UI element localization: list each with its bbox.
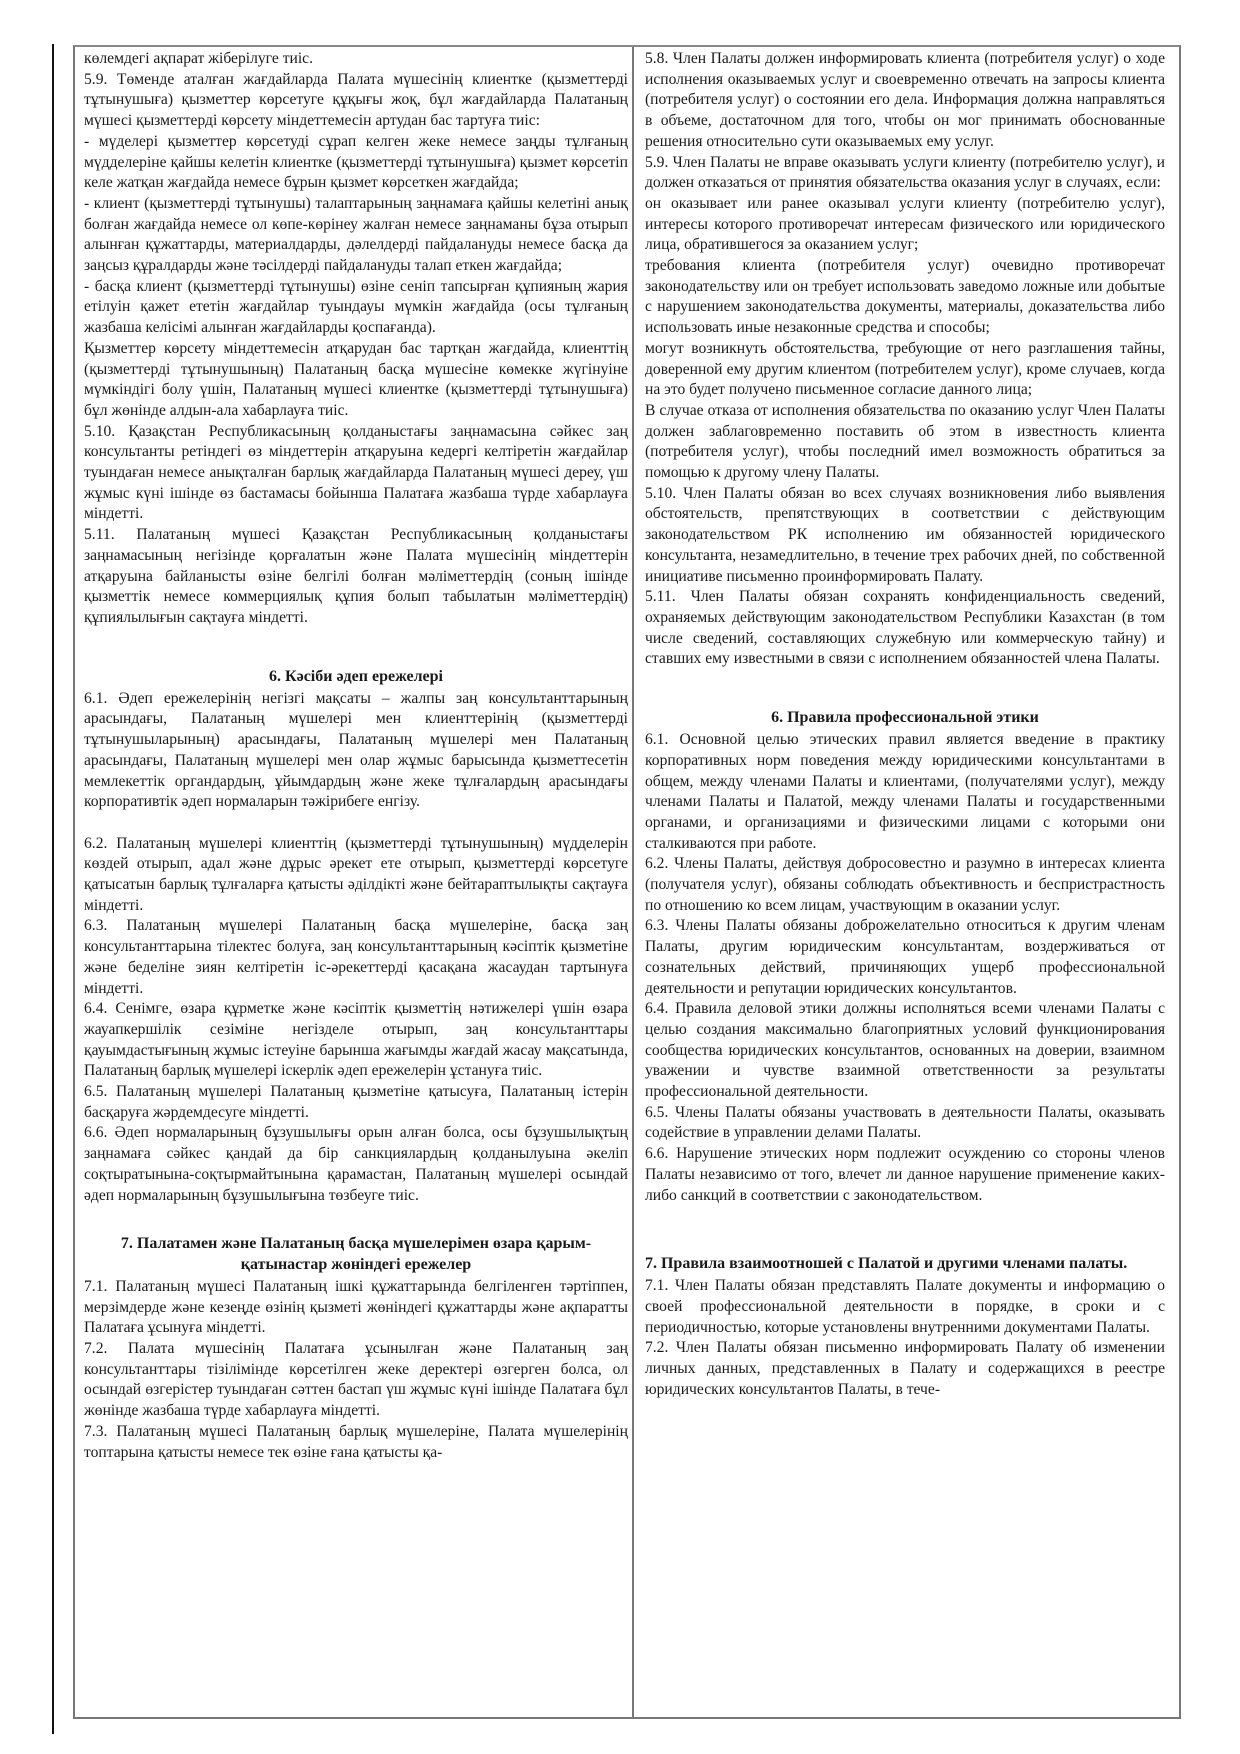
section-heading-7: 7. Палатамен және Палатаның басқа мүшелерімен өзара қарым-қатынастар жөніндегі ережелер — [120, 1234, 592, 1273]
paragraph: Қызметтер көрсету міндеттемесін атқарудан бас тартқан жағдайда, клиенттің (қызметтерді тұтынушының) Палатаның басқа мүшесіне көмекке жүгінуіне мүмкіндігі болу үшін, Палатаның мүшесі клиентке (қызметтерді тұтынушыға) бұл жөнінде алдын-ала хабарлауға тиіс. — [84, 339, 628, 419]
list-item: - клиент (қызметтерді тұтынушы) талаптарының заңнамаға қайшы келетіні анық болған жағдайда немесе ол көпе-көрінеу жалған немесе заңнаманы бұза отырып алынған құжаттарды, материалдарды, дәлелдерді пайдалануды немесе басқа да заңсыз құралдарды және тәсілдерді пайдалануды талап еткен жағдайда; — [84, 194, 628, 275]
paragraph-5-9: 5.9. Член Палаты не вправе оказывать услуги клиенту (потребителю услуг), и должен отказаться от принятия обязательства оказания услуг в случаях, если: — [644, 153, 1165, 192]
page-margin-rule — [52, 44, 54, 1734]
paragraph-6-4: 6.4. Правила деловой этики должны исполняться всеми членами Палаты с целью создания максимально благоприятных условий функционирования сообщества юридических консультантов, основанных на доверии, взаимном уважении и чувстве взаимной ответственности за результаты профессиональной деятельности. — [644, 1000, 1165, 1101]
paragraph-6-5: 6.5. Члены Палаты обязаны участвовать в деятельности Палаты, оказывать содействие в управлении делами Палаты. — [644, 1103, 1165, 1142]
section-heading-6: 6. Правила профессиональной этики — [771, 709, 1039, 727]
paragraph-6-1: 6.1. Основной целью этических правил является введение в практику корпоративных норм поведения между юридическими консультантами в общем, между членами Палаты и клиентами, (получателями услуг), между членами Палаты и Палатой, между членами Палаты и государственными органами, и организациями и физическими лицами с которыми они сталкиваются при работе. — [644, 731, 1165, 852]
list-item: могут возникнуть обстоятельства, требующие от него разглашения тайны, доверенной ему другим клиентом (потребителем услуг), кроме случаев, когда на это будет получено письменное согласие данного лица; — [644, 339, 1165, 399]
paragraph-5-9: 5.9. Төменде аталған жағдайларда Палата мүшесінің клиентке (қызметтерді тұтынушыға) қызметтер көрсетуге құқығы жоқ, бұл жағдайларда Палатаның мүшесі қызметтерді көрсету міндеттемесін артудан бас тартуға тиіс: — [84, 70, 628, 130]
paragraph-6-3: 6.3. Члены Палаты обязаны доброжелательно относиться к другим членам Палаты, другим юридическим консультантам, воздерживаться от сознательных действий, причиняющих ущерб профессиональной деятельности и репутации юридических консультантов. — [644, 917, 1165, 997]
paragraph-6-1: 6.1. Әдеп ережелерінің негізгі мақсаты – жалпы заң консультанттарының арасындағы, Палатаның мүшелері мен клиенттерінің (қызметтерді тұтынушыларының) арасындағы, Палатаның мүшелері мен Палатаның арасындағы, Палатаның мүшелері мен олар жұмыс барысында қызметтесетін мемлекеттік органдардың, ұйымдардың және жеке тұлғалардың арасындағы корпоративтік әдеп нормаларын тәжірибеге енгізу. — [84, 689, 628, 811]
paragraph-7-1: 7.1. Палатаның мүшесі Палатаның ішкі құжаттарында белгіленген тәртіппен, мерзімдерде және кезеңде өзінің қызметі жөніндегі құжаттарды және ақпаратты Палатаға ұсынуға міндетті. — [84, 1277, 628, 1337]
list-item: - басқа клиент (қызметтерді тұтынушы) өзіне сеніп тапсырған құпияның жария етілуін қажет ететін жағдайлар туындауы мүмкін жағдайда (осы тұлғаның жазбаша келісімі алынған жағдайларды қоспағанда). — [84, 277, 628, 337]
paragraph-5-11: 5.11. Палатаның мүшесі Қазақстан Республикасының қолданыстағы заңнамасының негізінде қорғалатын және Палата мүшесінің міндеттерін атқаруына байланысты өзіне белгілі болған мәліметтердің (соның ішінде қызметтік немесе коммерциялық құпия болып табылатын мәліметтердің) құпиялылығын сақтауға міндетті. — [84, 526, 628, 626]
column-kazakh — [75, 47, 634, 1717]
paragraph-7-3: 7.3. Палатаның мүшесі Палатаның барлық мүшелеріне, Палата мүшелерінің топтарына қатысты немесе тек өзіне ғана қатысты қа- — [84, 1422, 628, 1461]
section-heading-7: 7. Правила взаимоотношей с Палатой и другими членами палаты. — [644, 1255, 1128, 1273]
paragraph: көлемдегі ақпарат жіберілуге тиіс. — [84, 50, 314, 67]
list-item: - мүделері қызметтер көрсетуді сұрап келген жеке немесе заңды тұлғаның мүдделеріне қайшы келетін клиентке (қызметтерді тұтынушыға) қызмет көрсетіп келе жатқан жағдайда немесе бұрын қызмет көрсеткен жағдайда; — [84, 132, 628, 192]
section-heading-6: 6. Кәсіби әдеп ережелері — [268, 667, 443, 685]
paragraph-5-10: 5.10. Қазақстан Республикасының қолданыстағы заңнамасына сәйкес заң консультанты ретіндегі өз міндеттерін атқаруына кедергі келтіретін жағдайлар туындаған немесе анықталған барлық жағдайларда Палатаның мүшесі дереу, үш жұмыс күні ішінде өз бастамасы бойынша Палатаға жазбаша түрде хабарлауға міндетті. — [84, 422, 628, 523]
paragraph-6-6: 6.6. Әдеп нормаларының бұзушылығы орын алған болса, осы бұзушылықтың заңнамаға сәйкес қандай да бір санкциялардың қолданылуына әкеліп соқтыратынына-соқтырмайтынына қарамастан, Палатаның мүшелері осындай әдеп нормаларының бұзушылығына төзбеуге тиіс. — [84, 1124, 628, 1204]
bilingual-table — [73, 45, 1181, 1719]
column-russian — [634, 47, 1179, 1717]
list-item: он оказывает или ранее оказывал услуги клиенту (потребителю услуг), интересы которого противоречат интересам физического или юридического лица, обратившегося за оказанием услуг; — [644, 194, 1165, 254]
paragraph-6-4: 6.4. Сенімге, өзара құрметке және кәсіптік қызметтің нәтижелері үшін өзара жауапкершілік сезіміне негізделе отырып, заң консультанттары қауымдастығының жұмыс істеуіне барынша жағымды жағдай жасау мақсатында, Палатаның барлық мүшелері іскерлік әдеп ережелерін ұстануға тиіс. — [84, 1000, 628, 1080]
paragraph-6-3: 6.3. Палатаның мүшелері Палатаның басқа мүшелеріне, басқа заң консультанттарына тілектес болуға, заң консультанттарының кәсіптік қызметіне және беделіне зиян келтіретін іс-әрекеттерді қасақана жасаудан тартынуға міндетті. — [84, 917, 628, 997]
spacer — [84, 629, 628, 660]
paragraph-6-6: 6.6. Нарушение этических норм подлежит осуждению со стороны членов Палаты независимо от того, влечет ли данное нарушение применение каких-либо санкций в соответствии с законодательством. — [644, 1145, 1165, 1204]
paragraph-5-8: 5.8. Член Палаты должен информировать клиента (потребителя услуг) о ходе исполнения оказываемых услуг и своевременно отвечать на запросы клиента (потребителя услуг) о состоянии его дела. Информация должна направляться в объеме, достаточном для того, чтобы он мог принимать обоснованные решения относительно сути оказываемых ему услуг. — [644, 50, 1165, 150]
spacer — [84, 1206, 628, 1227]
paragraph-7-2: 7.2. Палата мүшесінің Палатаға ұсынылған және Палатаның заң консультанттары тізілімінде көрсетілген жеке деректері өзгерген болса, ол осындай өзгерістер туындаған сәттен бастап үш жұмыс күні ішінде Палатаға бұл жөнінде жазбаша түрде хабарлауға міндетті. — [84, 1340, 628, 1420]
spacer — [645, 670, 1165, 701]
list-item: требования клиента (потребителя услуг) очевидно противоречат законодательству или он требует использовать заведомо ложные или добытые с нарушением законодательства документы, материалы, доказательства либо использовать иные незаконные средства и способы; — [644, 257, 1165, 337]
paragraph-6-2: 6.2. Члены Палаты, действуя добросовестно и разумно в интересах клиента (получателя услуг), обязаны соблюдать объективность и беспристрастность по отношению ко всем лицам, участвующим в оказании услуг. — [644, 855, 1165, 914]
paragraph-5-10: 5.10. Член Палаты обязан во всех случаях возникновения либо выявления обстоятельств, препятствующих в соответствии с действующим законодательством РК исполнению им обязанностей юридического консультанта, незамедлительно, в течение трех рабочих дней, по собственной инициативе письменно проинформировать Палату. — [644, 484, 1165, 585]
paragraph-6-2: 6.2. Палатаның мүшелері клиенттің (қызметтерді тұтынушының) мүдделерін көздей отырып, адал және дұрыс әрекет ете отырып, қызметтерді көрсетуге қатысатын барлық тұлғаларға қатысты әділдікті және бейтараптылықты сақтауға міндетті. — [84, 834, 628, 914]
spacer — [84, 813, 628, 834]
paragraph-5-11: 5.11. Член Палаты обязан сохранять конфиденциальность сведений, охраняемых действующим законодательством Республики Казахстан (в том числе сведений, составляющих служебную или коммерческую тайну) и ставших ему известными в связи с исполнением обязанностей члена Палаты. — [644, 588, 1165, 668]
paragraph: В случае отказа от исполнения обязательства по оказанию услуг Член Палаты должен заблаговременно поставить об этом в известность клиента (потребителя услуг), чтобы последний имел возможность обратиться за помощью к другому члену Палаты. — [644, 401, 1165, 482]
paragraph-7-1: 7.1. Член Палаты обязан представлять Палате документы и информацию о своей профессиональной деятельности в порядке, в сроки и с периодичностью, которые установлены внутренними документами Палаты. — [644, 1277, 1165, 1336]
paragraph-7-2: 7.2. Член Палаты обязан письменно информировать Палату об изменении личных данных, представленных в Палату и содержащихся в реестре юридических консультантов Палаты, в тече- — [644, 1339, 1165, 1398]
spacer — [645, 1206, 1165, 1247]
paragraph-6-5: 6.5. Палатаның мүшелері Палатаның қызметіне қатысуға, Палатаның істерін басқаруға жәрдемдесуге міндетті. — [84, 1083, 628, 1121]
